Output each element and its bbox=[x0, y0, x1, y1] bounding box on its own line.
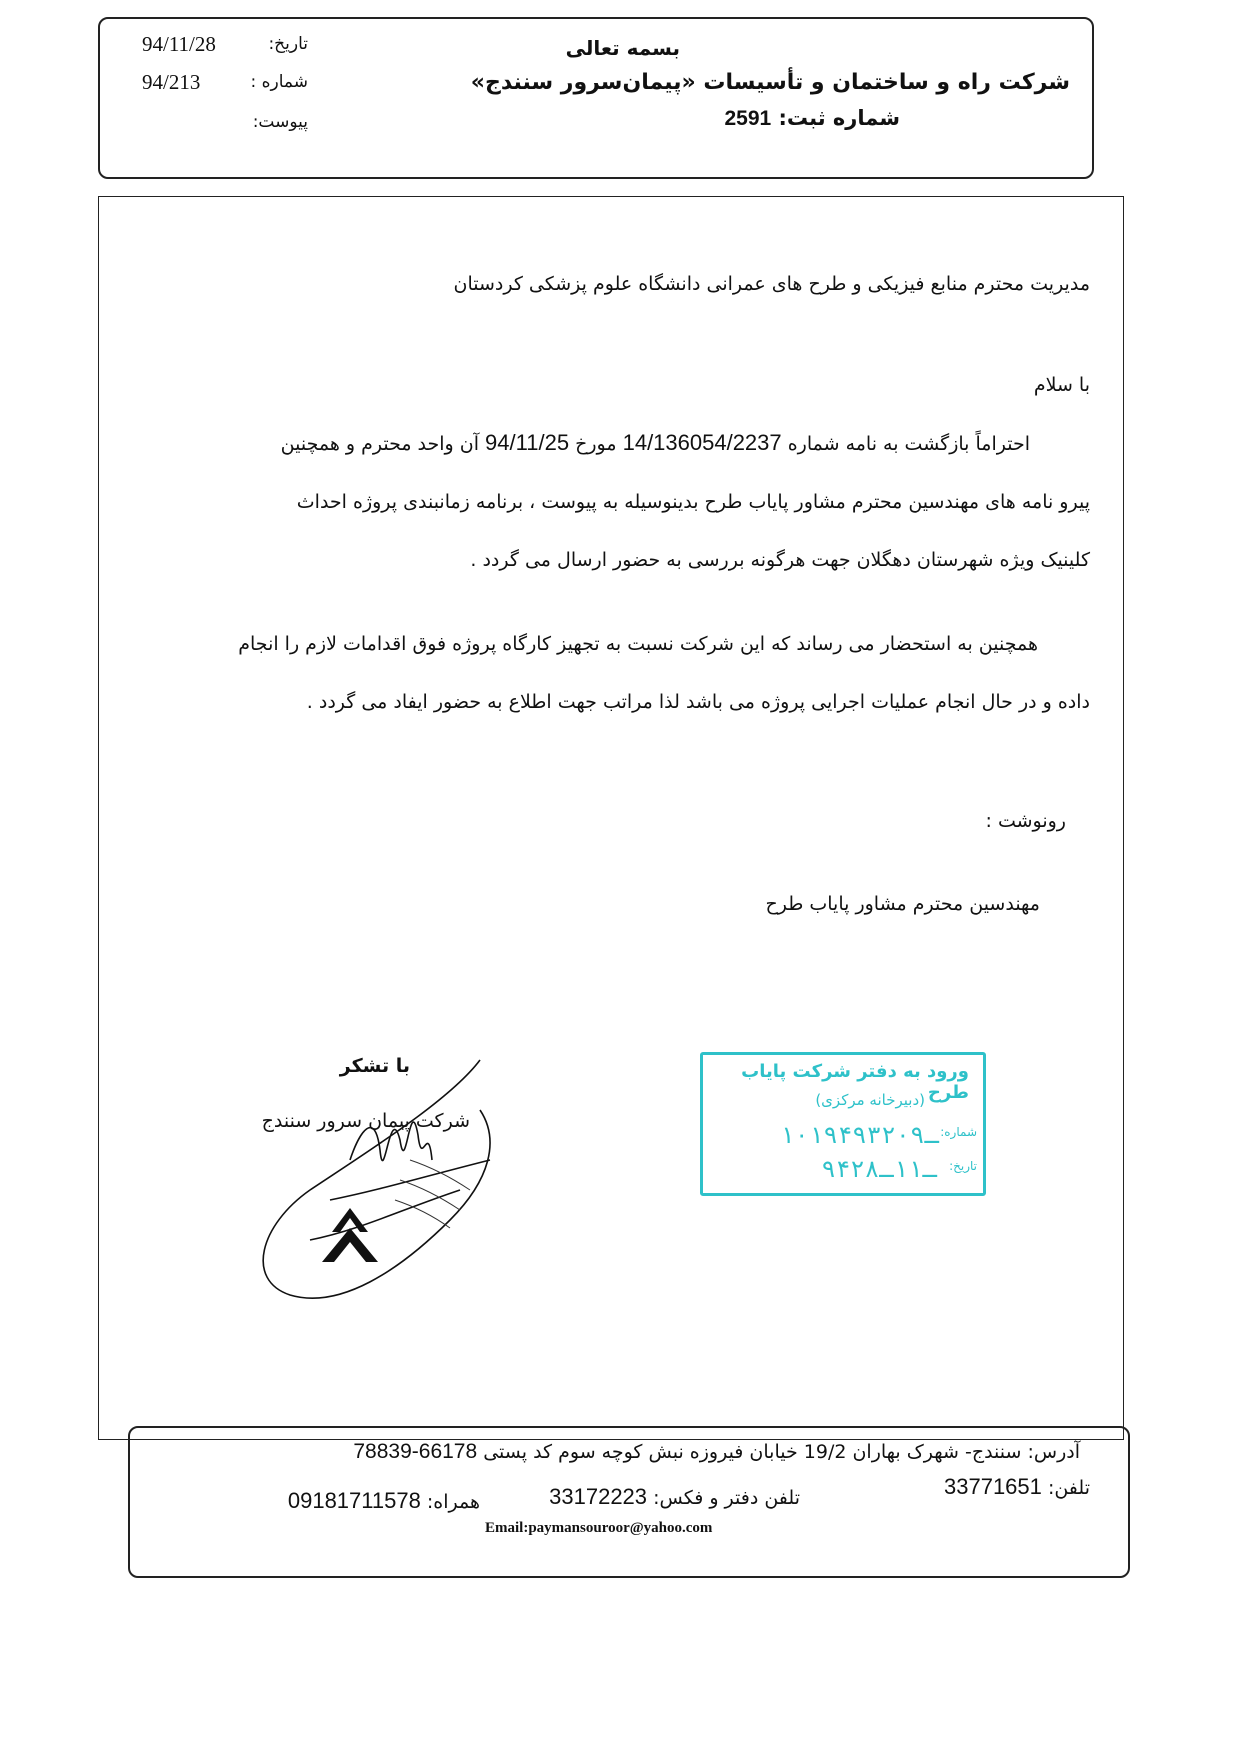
postal-code: 66178-78839 bbox=[353, 1440, 478, 1463]
para1-text-b: مورخ bbox=[575, 433, 617, 455]
registration-number-line bbox=[724, 106, 900, 131]
attachment-label: پیوست: bbox=[252, 112, 308, 132]
closing-company: شرکت پیمان سرور سنندج bbox=[261, 1110, 470, 1132]
stamp-date-label: تاریخ: bbox=[949, 1159, 977, 1173]
paragraph2-line2: داده و در حال انجام عملیات اجرایی پروژه می باشد لذا مراتب جهت اطلاع به حضور ایفاد می گردد . bbox=[306, 691, 1090, 713]
phone-value: 33771651 bbox=[944, 1474, 1042, 1499]
greeting: با سلام bbox=[1033, 374, 1090, 396]
number-label: شماره : bbox=[250, 72, 308, 92]
paragraph1-line3: کلینیک ویژه شهرستان دهگلان جهت هرگونه بررسی به حضور ارسال می گردد . bbox=[470, 549, 1090, 571]
received-stamp bbox=[700, 1052, 986, 1196]
company-name: شرکت راه و ساختمان و تأسیسات «پیمان‌سرور سنندج» bbox=[470, 70, 1070, 95]
registration-label: شماره ثبت: bbox=[778, 106, 900, 130]
addressee: مدیریت محترم منابع فیزیکی و طرح های عمرانی دانشگاه علوم پزشکی کردستان bbox=[453, 273, 1090, 295]
mobile-label: همراه: bbox=[426, 1491, 480, 1513]
stamp-number-label: شماره: bbox=[940, 1125, 977, 1139]
reference-date: 94/11/25 bbox=[485, 430, 570, 455]
cc-recipient: مهندسین محترم مشاور پایاب طرح bbox=[765, 893, 1040, 915]
paragraph1-line2: پیرو نامه های مهندسین محترم مشاور پایاب طرح بدینوسیله به پیوست ، برنامه زمانبندی پروژه احداث bbox=[296, 491, 1090, 513]
attachment-row bbox=[130, 112, 308, 138]
mobile-value: 09181711578 bbox=[287, 1488, 421, 1513]
footer-email[interactable]: Email:paymansouroor@yahoo.com bbox=[485, 1520, 713, 1536]
stamp-title: ورود به دفتر شرکت پایاب طرح bbox=[741, 1061, 969, 1103]
footer-address bbox=[353, 1440, 1080, 1464]
cc-label: رونوشت : bbox=[985, 810, 1066, 832]
letter-number-row bbox=[130, 72, 308, 98]
closing-thanks: با تشکر bbox=[339, 1055, 410, 1077]
para1-text-c: آن واحد محترم و همچنین bbox=[280, 433, 479, 455]
footer-phone bbox=[944, 1474, 1090, 1500]
footer-mobile bbox=[288, 1488, 480, 1514]
phone-label: تلفن: bbox=[1047, 1477, 1090, 1499]
fax-label: تلفن دفتر و فکس: bbox=[653, 1487, 800, 1509]
address-text: آدرس: سنندج- شهرک بهاران 19/2 خیابان فیروزه نبش کوچه سوم کد پستی bbox=[483, 1441, 1080, 1463]
registration-number: 2591 bbox=[724, 107, 772, 130]
para1-text-a: احتراماً بازگشت به نامه شماره bbox=[787, 433, 1030, 455]
reference-number: 14/136054/2237 bbox=[622, 430, 782, 455]
bismillah: بسمه تعالی bbox=[565, 36, 680, 60]
date-value: 94/11/28 bbox=[142, 32, 216, 56]
date-label: تاریخ: bbox=[268, 34, 308, 54]
fax-value: 33172223 bbox=[549, 1484, 648, 1509]
letter-date-row bbox=[130, 34, 308, 60]
number-value: 94/213 bbox=[142, 70, 201, 94]
footer-fax bbox=[549, 1484, 800, 1510]
signature bbox=[250, 1040, 550, 1310]
stamp-date: ۹۴ـ۱۱ـ۲۸ bbox=[821, 1155, 937, 1183]
paragraph1-line1 bbox=[281, 413, 1030, 474]
paragraph2-line1: همچنین به استحضار می رساند که این شرکت نسبت به تجهیز کارگاه پروژه فوق اقدامات لازم را انجام bbox=[238, 633, 1038, 655]
stamp-number: ۱۰۱۹۴ـ۹۳۲۰۹ bbox=[780, 1121, 939, 1149]
stamp-subtitle: (دبیرخانه مرکزی) bbox=[815, 1091, 925, 1109]
